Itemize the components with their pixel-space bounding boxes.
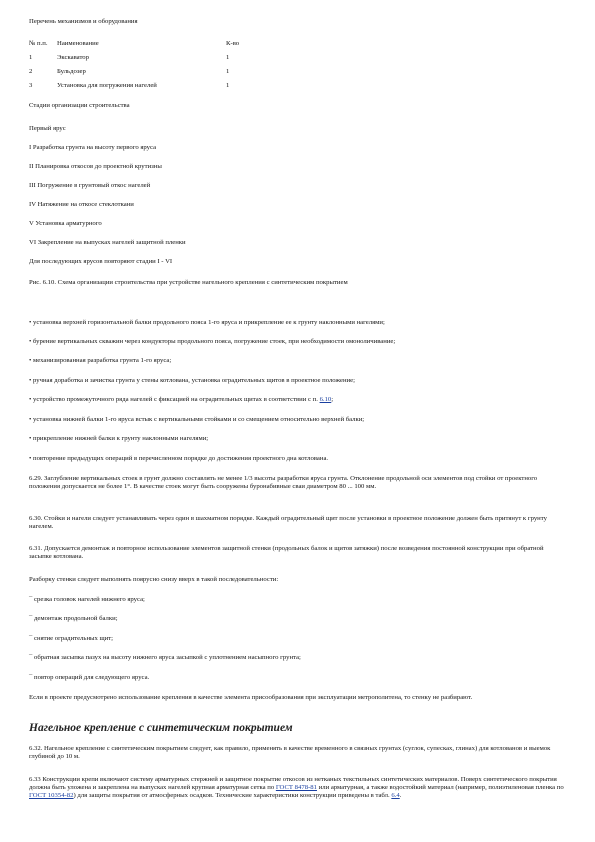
dismantle-step: ¯ обратная засыпка пазух на высоту нижнего яруса засыпкой с уплотнением насыпного грунта; bbox=[29, 654, 301, 661]
stage-item: III Погружение в грунтовый откос нагелей bbox=[29, 182, 151, 189]
link-table-6-4[interactable]: 6.4 bbox=[391, 792, 400, 799]
stages-title: Стадии организации строительства bbox=[29, 102, 130, 109]
table-header-cell: № п.п. bbox=[29, 40, 48, 47]
bullet-tail: ; bbox=[331, 396, 334, 403]
table-cell: 1 bbox=[226, 54, 230, 61]
bullet-item: • повторение предыдущих операций в перечисленном порядке до достижения проектного дна котлована. bbox=[29, 455, 329, 462]
paragraph-text: ) для защиты покрытия от атмосферных осадков. Технические характеристики конструкции приведены в табл. bbox=[73, 792, 392, 799]
stage-item: Для последующих ярусов повторяют стадии I - VI bbox=[29, 258, 173, 265]
dismantle-step: ¯ повтор операций для следующего яруса. bbox=[29, 674, 150, 681]
paragraph-text: или арматурная, а также водостойкий материал (например, полиэтиленовая пленка по bbox=[316, 784, 564, 791]
note-paragraph: Если в проекте предусмотрено использование крепления в качестве элемента присообразования при эксплуатации метрополитена, то стенку не разбирают. bbox=[29, 694, 473, 701]
table-cell: Экскаватор bbox=[57, 54, 89, 61]
figure-caption: Рис. 6.10. Схема организации строительства при устройстве нагельного крепления с синтетическим покрытием bbox=[29, 279, 348, 286]
bullet-item: • ручная доработка и зачистка грунта у стены котлована, установка оградительных щитов в проектное положение; bbox=[29, 377, 355, 384]
first-tier-label: Первый ярус bbox=[29, 125, 66, 132]
bullet-item: • установка нижней балки 1-го яруса встык с вертикальными стойками и со смещением относительно верхней балки; bbox=[29, 416, 365, 423]
paragraph-text: . bbox=[399, 792, 402, 799]
stage-item: II Планировка откосов до проектной крутизны bbox=[29, 163, 162, 170]
table-cell: 3 bbox=[29, 82, 33, 89]
link-6-10[interactable]: 6.10 bbox=[319, 396, 332, 403]
dismantle-step: ¯ срезка головок нагелей нижнего яруса; bbox=[29, 596, 145, 603]
table-cell: 2 bbox=[29, 68, 33, 75]
stage-item: IV Натяжение на откосе стеклоткани bbox=[29, 201, 134, 208]
paragraph-6-32: 6.32. Нагельное крепление с синтетическим покрытием следует, как правило, применять в качестве временного в связных грунтах (суглок, супесках, глинах) для котлованов и выемок глубиной до 10 м. bbox=[29, 745, 551, 760]
stage-item: I Разработка грунта на высоту первого яруса bbox=[29, 144, 157, 151]
dismantle-step: ¯ снятие оградительных щит; bbox=[29, 635, 114, 642]
link-gost-8478-81[interactable]: ГОСТ 8478-81 bbox=[275, 784, 317, 791]
equipment-heading: Перечень механизмов и оборудования bbox=[29, 18, 138, 25]
paragraph-6-31: 6.31. Допускается демонтаж и повторное использование элементов защитной стенки (продольных балок и щитов затяжки) после возведения постоянной конструкции при обратной засыпке котлована. bbox=[29, 545, 544, 560]
paragraph-text: 6.33 Конструкции крепи включают систему арматурных стержней и защитное покрытие откосов из нетканых текстильных синтетических материалов. Поверх синтетического покрытия должна быть уложена и закреплена на выпусках нагелей крупная арматурная сетка по bbox=[29, 776, 557, 791]
table-header-cell: Наименование bbox=[57, 40, 99, 47]
table-header-cell: К-во bbox=[226, 40, 240, 47]
bullet-item-with-link bbox=[29, 396, 333, 404]
stage-item: V Установка арматурного bbox=[29, 220, 102, 227]
bullet-text: • устройство промежуточного ряда нагелей с фиксацией на оградительных щитах в соответствии с п. bbox=[29, 396, 320, 403]
dismantle-step: ¯ демонтаж продольной балки; bbox=[29, 615, 118, 622]
table-cell: 1 bbox=[29, 54, 33, 61]
bullet-item: • прикрепление нижней балки к грунту наклонными нагелями; bbox=[29, 435, 209, 442]
paragraph-6-30: 6.30. Стойки и нагели следует устанавливать через один в шахматном порядке. Каждый оградительный щит после установки в проектное положение должен быть притянут к грунту нагелем. bbox=[29, 515, 547, 530]
link-gost-10354-82[interactable]: ГОСТ 10354-82 bbox=[29, 792, 74, 799]
paragraph-6-33 bbox=[29, 776, 565, 800]
section-title: Нагельное крепление с синтетическим покрытием bbox=[29, 722, 293, 734]
table-cell: Бульдозер bbox=[57, 68, 86, 75]
table-cell: 1 bbox=[226, 68, 230, 75]
bullet-item: • бурение вертикальных скважин через кондукторы продольного пояса, погружение стоек, при необходимости омоноличивание; bbox=[29, 338, 396, 345]
table-cell: 1 bbox=[226, 82, 230, 89]
bullet-item: • механизированная разработка грунта 1-го яруса; bbox=[29, 357, 172, 364]
paragraph-6-29: 6.29. Заглубление вертикальных стоек в грунт должно составлять не менее 1/3 высоты разработки яруса грунта. Отклонение продольной оси элементов под стойки от проектного положения допускается не более 1°. В качестве стоек могут быть сооружены буронабивные сваи диаметром 80 ... 100 мм. bbox=[29, 475, 538, 490]
stage-item: VI Закрепление на выпусках нагелей защитной пленки bbox=[29, 239, 186, 246]
bullet-item: • установка верхней горизонтальной балки продольного пояса 1-го яруса и прикрепление ее к грунту наклонными нагелями; bbox=[29, 319, 385, 326]
dismantle-intro: Разборку стенки следует выполнять поярусно снизу вверх в такой последовательности: bbox=[29, 576, 279, 583]
table-cell: Установка для погружения нагелей bbox=[57, 82, 157, 89]
